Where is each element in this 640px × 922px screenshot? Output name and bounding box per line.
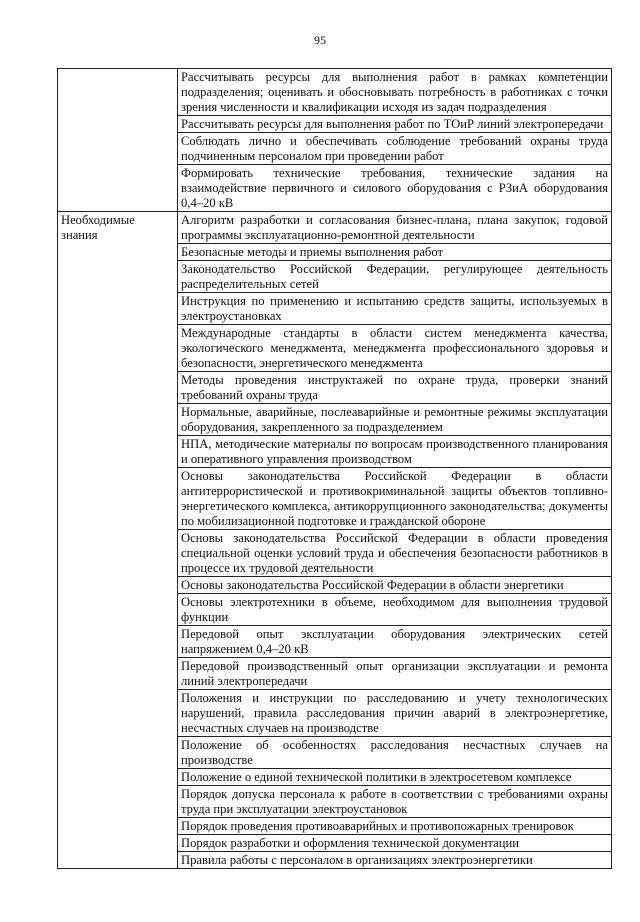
empty-label-cell [58, 69, 178, 212]
knowledge-text: НПА, методические материалы по вопросам производственного планирования и оперативного управления производством [181, 437, 608, 466]
page-number: 95 [314, 33, 326, 47]
knowledge-text: Основы электротехники в объеме, необходимом для выполнения трудовой функции [181, 595, 608, 624]
knowledge-cell [178, 786, 612, 818]
knowledge-text: Порядок проведения противоаварийных и противопожарных тренировок [181, 819, 574, 833]
knowledge-cell [178, 626, 612, 658]
skill-cell [178, 116, 612, 133]
knowledge-cell [178, 261, 612, 293]
knowledge-cell [178, 372, 612, 404]
knowledge-text: Инструкция по применению и испытанию средств защиты, используемых в электроустановках [181, 294, 608, 323]
knowledge-text: Основы законодательства Российской Федерации в области энергетики [181, 578, 564, 592]
knowledge-cell [178, 577, 612, 594]
knowledge-cell [178, 244, 612, 261]
knowledge-cell [178, 325, 612, 372]
skill-text: Рассчитывать ресурсы для выполнения работ в рамках компетенции подразделения; оценивать и обосновывать потребность в работниках с точки зрения численности и квалификации исходя из задач подразделения [181, 70, 608, 114]
knowledge-cell [178, 436, 612, 468]
knowledge-cell [178, 690, 612, 737]
knowledge-text: Нормальные, аварийные, послеаварийные и ремонтные режимы эксплуатации оборудования, закрепленного за подразделением [181, 405, 608, 434]
skill-cell [178, 133, 612, 165]
skill-cell [178, 165, 612, 212]
knowledge-cell [178, 737, 612, 769]
section-label: Необходимые знания [61, 213, 135, 242]
skill-cell [178, 69, 612, 116]
table-row [58, 69, 612, 116]
knowledge-text: Основы законодательства Российской Федерации в области проведения специальной оценки условий труда и обеспечения безопасности работников в процессе их трудовой деятельности [181, 531, 608, 575]
knowledge-text: Законодательство Российской Федерации, регулирующее деятельность распределительных сетей [181, 262, 608, 291]
knowledge-cell [178, 769, 612, 786]
knowledge-cell [178, 404, 612, 436]
knowledge-text: Передовой производственный опыт организации эксплуатации и ремонта линий электропередачи [181, 659, 608, 688]
skill-text: Соблюдать лично и обеспечивать соблюдение требований охраны труда подчиненным персоналом при проведении работ [181, 134, 608, 163]
knowledge-cell [178, 835, 612, 852]
knowledge-text: Безопасные методы и приемы выполнения работ [181, 245, 443, 259]
knowledge-cell [178, 594, 612, 626]
knowledge-cell [178, 293, 612, 325]
knowledge-text: Алгоритм разработки и согласования бизнес-плана, плана закупок, годовой программы эксплуатационно-ремонтной деятельности [181, 213, 608, 242]
knowledge-text: Методы проведения инструктажей по охране труда, проверки знаний требований охраны труда [181, 373, 608, 402]
section-label-cell [58, 212, 178, 869]
knowledge-cell [178, 530, 612, 577]
knowledge-cell [178, 852, 612, 869]
knowledge-text: Международные стандарты в области систем менеджмента качества, экологического менеджмента, менеджмента профессионального здоровья и безопасности, энергетического менеджмента [181, 326, 608, 370]
knowledge-text: Положение об особенностях расследования несчастных случаев на производстве [181, 738, 608, 767]
knowledge-cell [178, 658, 612, 690]
knowledge-text: Основы законодательства Российской Федерации в области антитеррористической и противокриминальной защиты объектов топливно-энергетического комплекса, антикоррупционного законодательства; документы по мобилизационной подготовке и гражданской обороне [181, 469, 608, 528]
knowledge-text: Правила работы с персоналом в организациях электроэнергетики [181, 853, 533, 867]
knowledge-cell [178, 212, 612, 244]
skill-text: Рассчитывать ресурсы для выполнения работ по ТОиР линий электропередачи [181, 117, 604, 131]
knowledge-cell [178, 468, 612, 530]
knowledge-text: Передовой опыт эксплуатации оборудования электрических сетей напряжением 0,4–20 кВ [181, 627, 608, 656]
knowledge-text: Порядок разработки и оформления технической документации [181, 836, 519, 850]
competency-table [57, 68, 612, 869]
table-row [58, 212, 612, 244]
knowledge-text: Положение о единой технической политики в электросетевом комплексе [181, 770, 572, 784]
knowledge-text: Положения и инструкции по расследованию и учету технологических нарушений, правила расследования причин аварий в электроэнергетике, несчастных случаев на производстве [181, 691, 608, 735]
skill-text: Формировать технические требования, технические задания на взаимодействие первичного и силового оборудования с РЗиА оборудования 0,4–20 кВ [181, 166, 608, 210]
knowledge-text: Порядок допуска персонала к работе в соответствии с требованиями охраны труда при эксплуатации электроустановок [181, 787, 608, 816]
knowledge-cell [178, 818, 612, 835]
